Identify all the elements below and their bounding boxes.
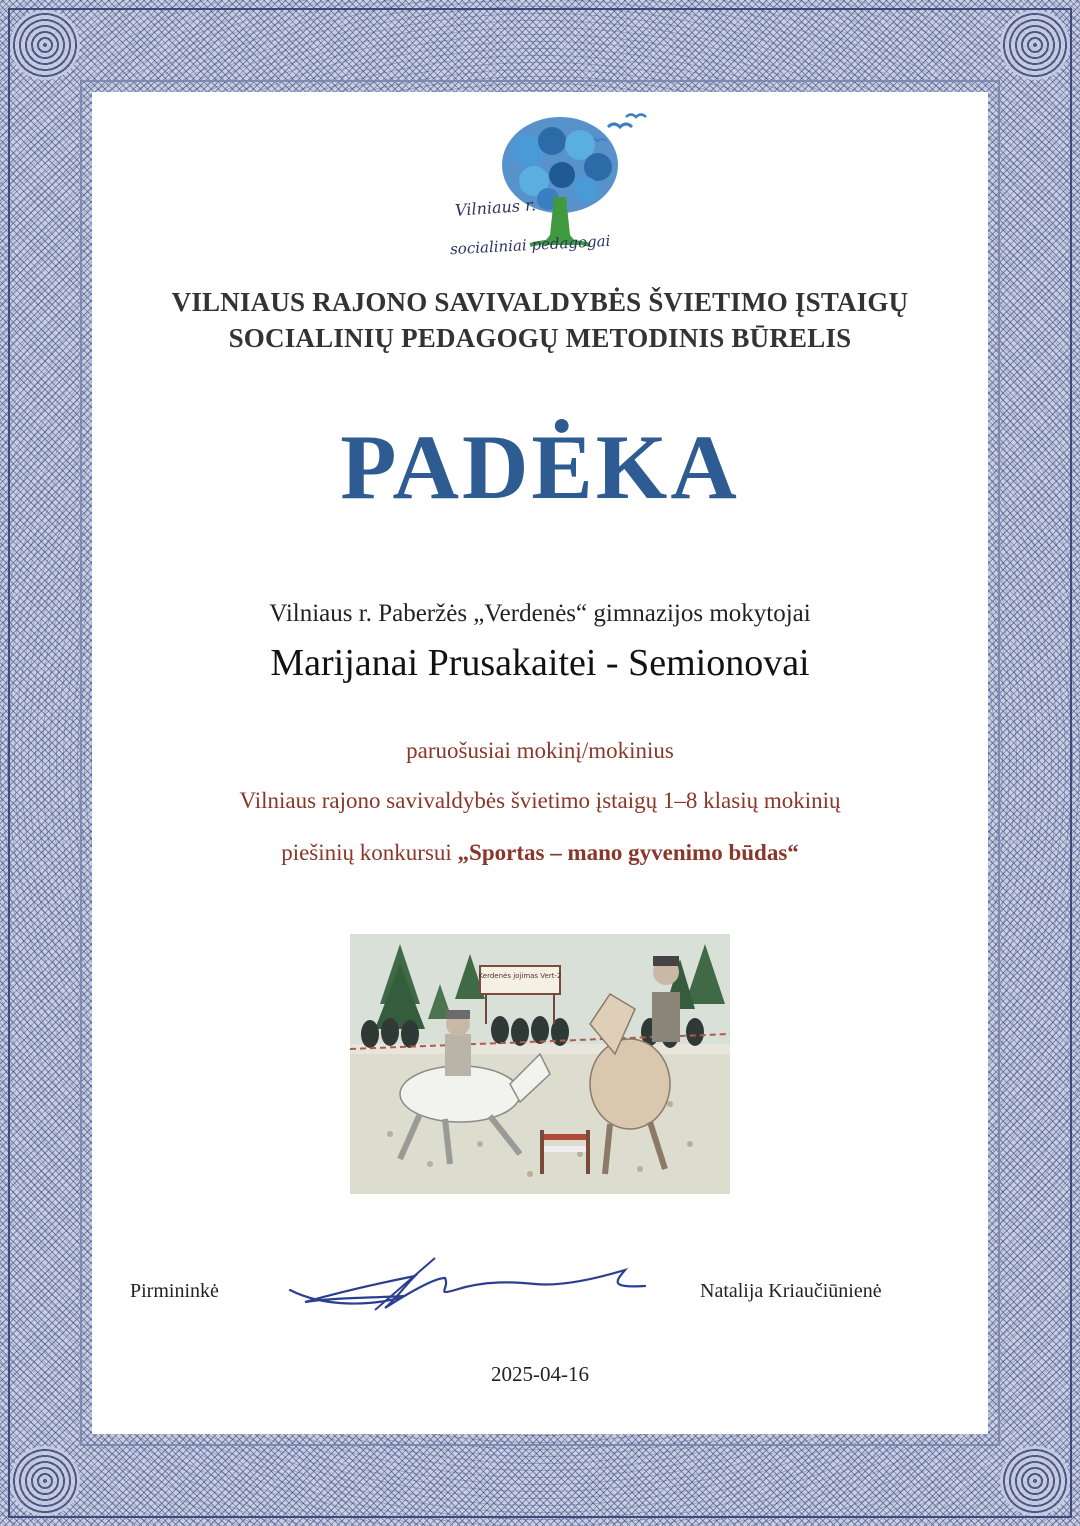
- reason-line-1: paruošusiai mokinį/mokinius: [406, 738, 674, 763]
- organization-line-1: VILNIAUS RAJONO SAVIVALDYBĖS ŠVIETIMO ĮSTAIGŲ: [171, 287, 909, 317]
- issue-date: 2025-04-16: [491, 1362, 589, 1386]
- reason-prefix: piešinių konkursui: [281, 840, 458, 865]
- signatory-name: Natalija Kriaučiūnienė: [700, 1280, 882, 1302]
- corner-ornament: [10, 10, 80, 80]
- logo-text-region: Vilniaus r.: [454, 195, 537, 220]
- handwritten-signature-icon: [285, 1248, 665, 1318]
- recipient-name: Marijanai Prusakaitei - Semionovai: [270, 642, 810, 684]
- organization-line-2: SOCIALINIŲ PEDAGOGŲ METODINIS BŪRELIS: [228, 323, 852, 353]
- reason-line-2: Vilniaus rajono savivaldybės švietimo įstaigų 1–8 klasių mokinių: [239, 788, 841, 813]
- organization-name: [92, 284, 988, 356]
- corner-ornament: [10, 1446, 80, 1516]
- signatory-role: Pirmininkė: [130, 1280, 219, 1302]
- recipient-school: Vilniaus r. Paberžės „Verdenės“ gimnazijos mokytojai: [269, 600, 811, 627]
- document-title: PADĖKA: [340, 416, 740, 518]
- logo-text-subtitle: socialiniai pedagogai: [449, 231, 611, 259]
- corner-ornament: [1000, 10, 1070, 80]
- student-artwork-image: [350, 934, 730, 1194]
- artwork-banner-text: Kerdenės jojimas Vert-2: [478, 972, 562, 980]
- reason-line-3: [92, 840, 988, 866]
- corner-ornament: [1000, 1446, 1070, 1516]
- contest-name: „Sportas – mano gyvenimo būdas“: [457, 840, 799, 865]
